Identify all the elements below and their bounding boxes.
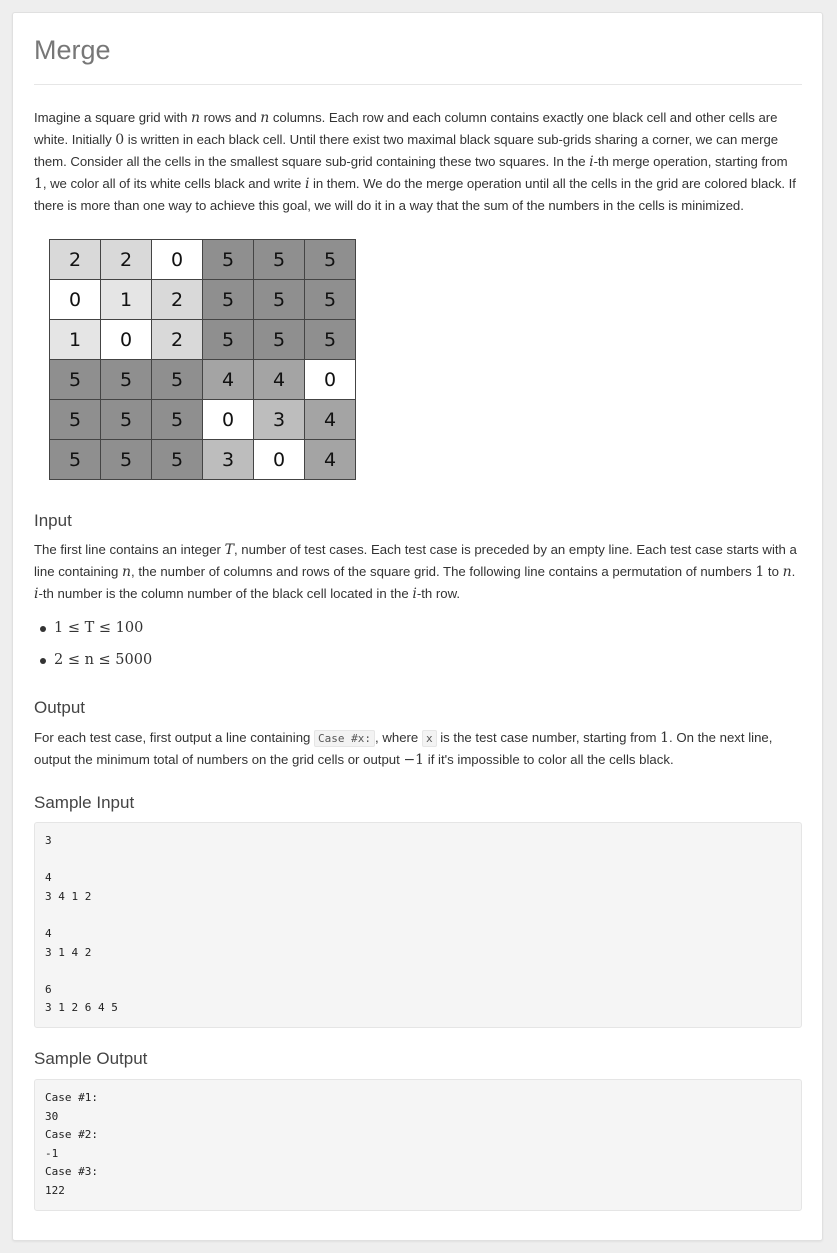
math-n: n <box>782 564 792 580</box>
statement-text: , we color all of its white cells black and write <box>42 176 305 191</box>
statement-text: rows and <box>199 110 261 125</box>
grid-cell: 0 <box>50 280 101 320</box>
grid-cell: 0 <box>101 320 152 360</box>
math-one: 1 <box>34 176 43 192</box>
grid-row <box>50 400 356 440</box>
grid-cell: 3 <box>203 440 254 480</box>
math-minus-one: −1 <box>403 752 425 768</box>
input-heading: Input <box>34 511 72 530</box>
sample-input-block: 3 4 3 4 1 2 4 3 1 4 2 6 3 1 2 6 4 5 <box>34 822 802 1028</box>
grid-cell: 5 <box>203 320 254 360</box>
grid-cell: 5 <box>203 280 254 320</box>
math-i: i <box>589 154 594 170</box>
output-heading: Output <box>34 698 86 717</box>
grid-cell: 5 <box>50 440 101 480</box>
math-zero: 0 <box>115 132 125 148</box>
grid-cell: 5 <box>101 360 152 400</box>
grid-cell: 5 <box>254 280 305 320</box>
grid-row <box>50 280 356 320</box>
grid-cell: 1 <box>101 280 152 320</box>
output-description <box>34 727 802 771</box>
grid-row <box>50 240 356 280</box>
statement-text: columns. Each row and each column contains exactly one black cell and other cells are white. Initially <box>34 110 778 147</box>
grid-cell: 2 <box>152 280 203 320</box>
math-i: i <box>34 586 39 602</box>
input-text: The first line contains an integer <box>34 542 225 557</box>
grid-cell: 5 <box>50 360 101 400</box>
code-case: Case #x: <box>314 730 375 747</box>
output-text: if it's impossible to color all the cells black. <box>424 752 674 767</box>
grid-cell: 2 <box>152 320 203 360</box>
grid-cell: 5 <box>254 240 305 280</box>
output-text: . On the next line, output the minimum total of numbers on the grid cells or output <box>34 730 773 767</box>
grid-cell: 5 <box>152 360 203 400</box>
grid-cell: 0 <box>203 400 254 440</box>
output-text: For each test case, first output a line containing <box>34 730 315 745</box>
math-n: n <box>260 110 270 126</box>
output-text: , where <box>375 730 422 745</box>
grid-cell: 0 <box>254 440 305 480</box>
sample-input-heading: Sample Input <box>34 793 135 812</box>
math-i: i <box>304 176 310 192</box>
statement-text: in them. We do the merge operation until all the cells in the grid are colored black. If there is more than one way to achieve this goal, we will do it in a way that the sum of the numbers in the cells is minimized. <box>34 176 796 213</box>
grid-cell: 4 <box>203 360 254 400</box>
grid-cell: 3 <box>254 400 305 440</box>
input-text: -th number is the column number of the black cell located in the <box>38 586 413 601</box>
constraint-item: 1 ≤ T ≤ 100 <box>54 612 802 644</box>
problem-statement <box>34 107 802 216</box>
sample-output-block: Case #1: 30 Case #2: -1 Case #3: 122 <box>34 1079 802 1211</box>
page-title: Merge <box>34 35 802 85</box>
grid-cell: 4 <box>254 360 305 400</box>
grid-cell: 5 <box>305 240 356 280</box>
input-text: , number of test cases. Each test case is preceded by an empty line. Each test case starts with a line containing <box>34 542 797 579</box>
grid-cell: 2 <box>50 240 101 280</box>
statement-text: -th merge operation, starting from <box>593 154 788 169</box>
grid-cell: 5 <box>101 400 152 440</box>
input-text: -th row. <box>416 586 461 601</box>
constraint-item: 2 ≤ n ≤ 5000 <box>54 644 802 676</box>
constraints-list <box>34 612 802 676</box>
input-text: to <box>764 564 783 579</box>
grid-cell: 2 <box>101 240 152 280</box>
grid-cell: 5 <box>305 280 356 320</box>
grid-row <box>50 360 356 400</box>
grid-cell: 5 <box>50 400 101 440</box>
grid-row <box>50 320 356 360</box>
sample-output-heading: Sample Output <box>34 1048 148 1068</box>
grid-cell: 5 <box>203 240 254 280</box>
math-one: 1 <box>660 730 670 746</box>
grid-cell: 4 <box>305 400 356 440</box>
math-one: 1 <box>755 564 765 580</box>
grid-cell: 0 <box>305 360 356 400</box>
input-text: . <box>791 564 796 579</box>
grid-cell: 1 <box>50 320 101 360</box>
grid-cell: 5 <box>305 320 356 360</box>
input-text: , the number of columns and rows of the square grid. The following line contains a permutation of numbers <box>131 564 756 579</box>
example-grid <box>49 239 356 480</box>
output-text: is the test case number, starting from <box>436 730 661 745</box>
grid-cell: 5 <box>101 440 152 480</box>
statement-text: Imagine a square grid with <box>34 110 191 125</box>
grid-cell: 5 <box>254 320 305 360</box>
math-i: i <box>412 586 417 602</box>
code-x: x <box>422 730 437 747</box>
problem-card <box>12 12 823 1241</box>
input-description <box>34 539 802 605</box>
statement-text: is written in each black cell. Until there exist two maximal black square sub-grids sharing a corner, we can merge them. Consider all the cells in the smallest square sub-grid containing these two squares. In the <box>34 132 779 169</box>
grid-cell: 0 <box>152 240 203 280</box>
math-T: T <box>224 542 234 558</box>
math-n: n <box>190 110 200 126</box>
grid-cell: 4 <box>305 440 356 480</box>
grid-cell: 5 <box>152 440 203 480</box>
math-n: n <box>121 564 132 580</box>
grid-row <box>50 440 356 480</box>
grid-cell: 5 <box>152 400 203 440</box>
